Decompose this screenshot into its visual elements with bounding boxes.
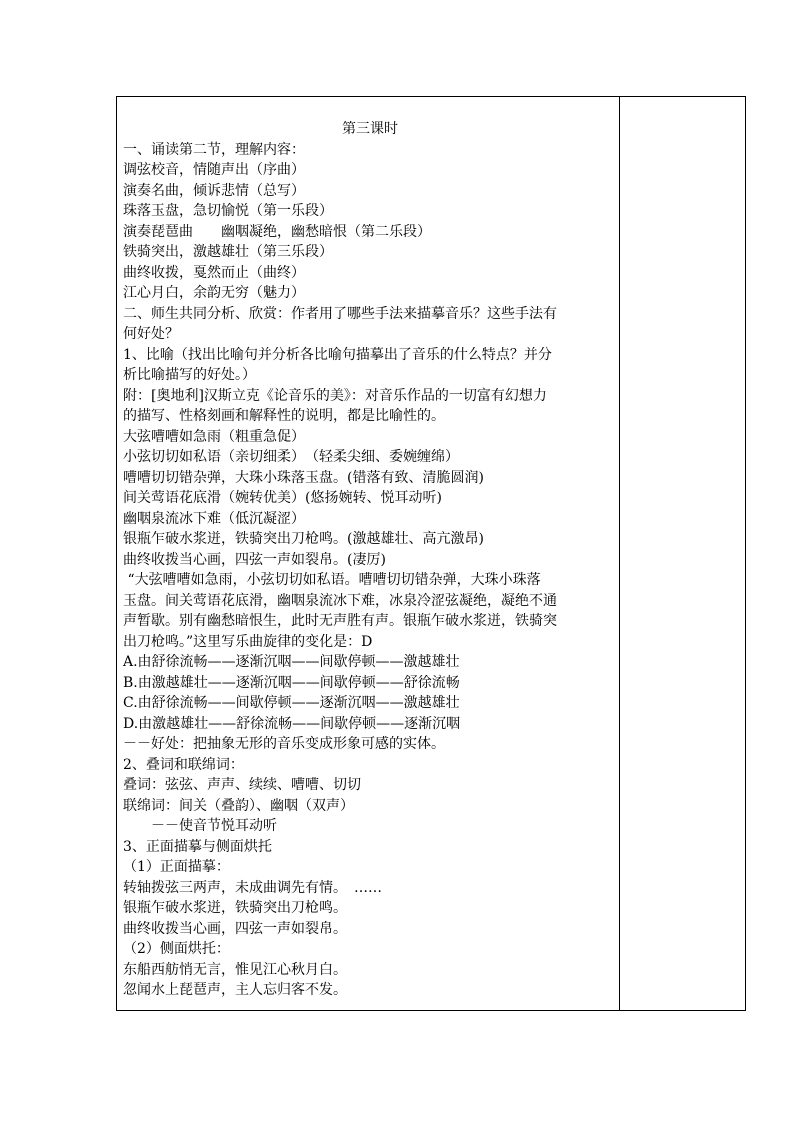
text-line: 转轴拨弦三两声，未成曲调先有情。 ……: [123, 879, 382, 896]
text-line: 珠落玉盘，急切愉悦（第一乐段）: [123, 203, 333, 219]
text-line: 调弦校音，情随声出（序曲）: [123, 162, 305, 178]
text-line: 析比喻描写的好处。）: [123, 367, 256, 383]
text-line: 江心月白，余韵无穷（魅力）: [123, 285, 305, 301]
subsection-heading: 3、正面描摹与侧面烘托: [123, 838, 272, 855]
text-line: 曲终收拨当心画，四弦一声如裂帛。: [123, 920, 347, 937]
lesson-table: [116, 96, 746, 1011]
option-d: D.由激越雄壮——舒徐流畅——间歇停顿——逐渐沉咽: [123, 715, 461, 732]
option-b: B.由激越雄壮——逐渐沉咽——间歇停顿——舒徐流畅: [123, 674, 460, 691]
text-line: 大弦嘈嘈如急雨（粗重急促）: [123, 428, 305, 445]
text-line: 铁骑突出，激越雄壮（第三乐段）: [123, 244, 333, 260]
option-c: C.由舒徐流畅——间歇停顿——逐渐沉咽——激越雄壮: [123, 695, 460, 711]
subsection-heading: 1、比喻（找出比喻句并分析各比喻句描摹出了音乐的什么特点？并分: [123, 346, 552, 363]
text-line: 忽闻水上琵琶声，主人忘归客不发。: [123, 982, 347, 998]
quote-line: 出刀枪鸣。”这里写乐曲旋律的变化是：D: [123, 633, 373, 650]
text-line: （1）正面描摹：: [123, 859, 230, 875]
text-line: 附：[奥地利]汉斯立克《论音乐的美》：对音乐作品的一切富有幻想力: [123, 387, 547, 404]
page-title: 第三课时: [342, 121, 398, 137]
section-heading-1: 一、诵读第二节，理解内容：: [123, 141, 305, 158]
text-line: 东船西舫悄无言，惟见江心秋月白。: [123, 961, 347, 978]
text-line: －－好处：把抽象无形的音乐变成形象可感的实体。: [123, 736, 445, 752]
quote-line: “大弦嘈嘈如急雨，小弦切切如私语。嘈嘈切切错杂弹，大珠小珠落: [123, 572, 541, 588]
text-line: 何好处？: [123, 326, 179, 342]
text-line: 间关莺语花底滑（婉转优美）(悠扬婉转、悦耳动听): [123, 490, 442, 506]
option-a: A.由舒徐流畅——逐渐沉咽——间歇停顿——激越雄壮: [123, 654, 460, 670]
lesson-content: [123, 119, 617, 1001]
text-line: 银瓶乍破水浆迸，铁骑突出刀枪鸣。: [123, 900, 347, 916]
text-line: －－使音节悦耳动听: [123, 818, 277, 834]
text-line: 曲终收拨当心画，四弦一声如裂帛。(凄厉): [123, 551, 386, 568]
quote-line: 玉盘。间关莺语花底滑，幽咽泉流冰下难，冰泉冷涩弦凝绝，凝绝不通: [123, 592, 557, 609]
text-line: 银瓶乍破水浆迸，铁骑突出刀枪鸣。(激越雄壮、高亢激昂): [123, 531, 484, 547]
text-line: 曲终收拨，戛然而止（曲终）: [123, 264, 305, 281]
text-line: 叠词：弦弦、声声、续续、嘈嘈、切切: [123, 777, 361, 793]
column-divider: [619, 97, 620, 1010]
text-line: 的描写、性格刻画和解释性的说明，都是比喻性的。: [123, 408, 445, 424]
text-line: 小弦切切如私语（亲切细柔） （轻柔尖细、委婉缠绵）: [123, 449, 459, 465]
quote-line: 声暂歇。别有幽愁暗恨生，此时无声胜有声。银瓶乍破水浆迸，铁骑突: [123, 613, 557, 629]
text-line: 演奏名曲，倾诉悲情（总写）: [123, 182, 305, 199]
text-line: 演奏琵琶曲 幽咽凝绝，幽愁暗恨（第二乐段）: [123, 223, 431, 240]
text-line: 嘈嘈切切错杂弹，大珠小珠落玉盘。(错落有致、清脆圆润): [123, 469, 484, 486]
subsection-heading: 2、叠词和联绵词：: [123, 756, 244, 773]
text-line: 联绵词：间关（叠韵）、幽咽（双声）: [123, 797, 354, 814]
section-heading-2: 二、师生共同分析、欣赏：作者用了哪些手法来描摹音乐？这些手法有: [123, 305, 557, 322]
text-line: 幽咽泉流冰下难（低沉凝涩）: [123, 510, 305, 527]
text-line: （2）侧面烘托：: [123, 941, 230, 957]
